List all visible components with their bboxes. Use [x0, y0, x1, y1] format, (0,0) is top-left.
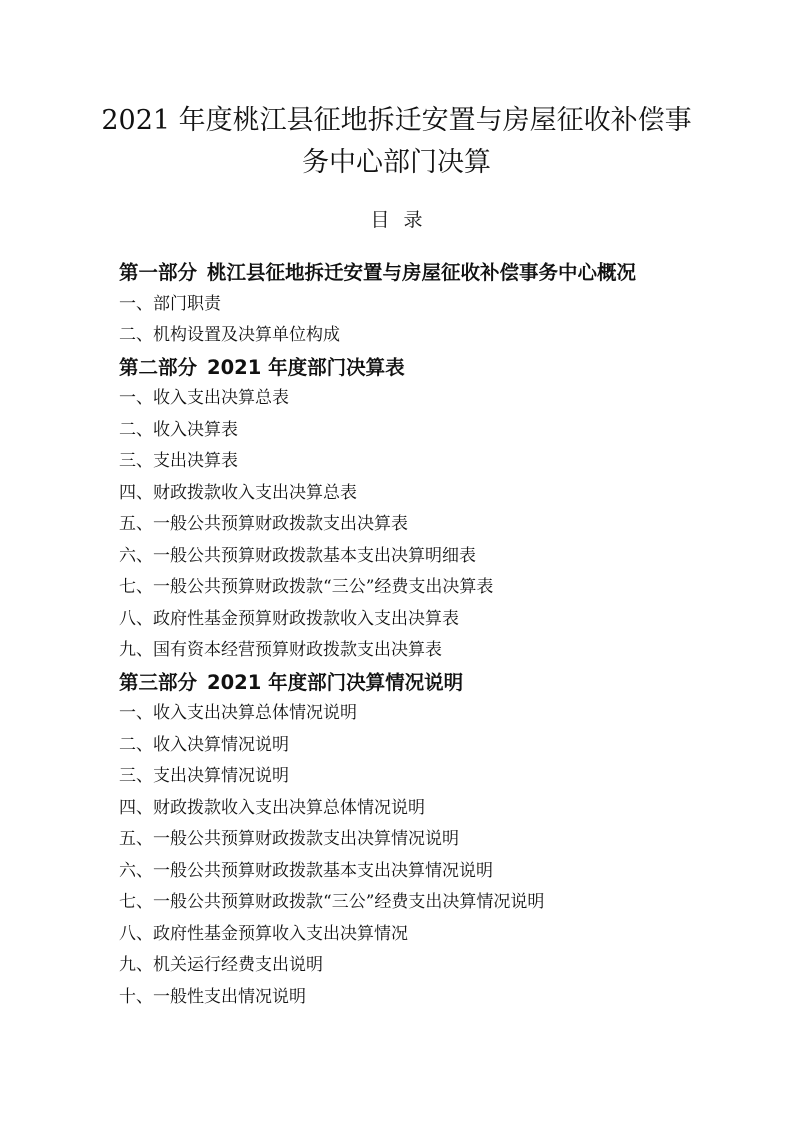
toc-item[interactable]: 五、一般公共预算财政拨款支出决算情况说明 — [119, 829, 459, 849]
toc-item[interactable]: 一、收入支出决算总表 — [119, 388, 289, 408]
toc-item[interactable]: 二、收入决算情况说明 — [119, 734, 289, 755]
toc-part-1-title: 桃江县征地拆迁安置与房屋征收补偿事务中心概况 — [207, 261, 637, 284]
toc-item[interactable]: 九、国有资本经营预算财政拨款支出决算表 — [119, 640, 442, 660]
toc-part-3[interactable] — [119, 667, 759, 699]
document-title-line-2: 务中心部门决算 — [302, 147, 491, 178]
toc-item[interactable]: 五、一般公共预算财政拨款支出决算表 — [119, 514, 408, 534]
toc-item[interactable]: 六、一般公共预算财政拨款基本支出决算明细表 — [119, 545, 476, 566]
toc-heading: 目录 — [370, 209, 437, 231]
toc-part-1[interactable] — [119, 257, 759, 289]
toc-part-2[interactable] — [119, 352, 759, 384]
toc-part-1-label: 第一部分 — [119, 261, 198, 284]
toc-item[interactable]: 二、机构设置及决算单位构成 — [119, 325, 340, 345]
document-title-line-1: 2021 年度桃江县征地拆迁安置与房屋征收补偿事 — [101, 105, 692, 136]
toc-item[interactable]: 三、支出决算表 — [119, 451, 238, 471]
toc-item[interactable]: 八、政府性基金预算收入支出决算情况 — [119, 923, 408, 944]
toc-item[interactable]: 九、机关运行经费支出说明 — [119, 955, 323, 975]
toc-item[interactable]: 七、一般公共预算财政拨款“三公”经费支出决算情况说明 — [119, 892, 545, 912]
toc-item[interactable]: 三、支出决算情况说明 — [119, 766, 289, 786]
toc-item[interactable]: 十、一般性支出情况说明 — [119, 986, 306, 1007]
toc-item[interactable]: 一、部门职责 — [119, 293, 221, 314]
toc-item[interactable]: 七、一般公共预算财政拨款“三公”经费支出决算表 — [119, 577, 494, 597]
toc-part-3-label: 第三部分 — [119, 670, 198, 694]
table-of-contents — [119, 257, 759, 1013]
toc-part-3-title: 2021 年度部门决算情况说明 — [207, 670, 464, 694]
toc-part-2-label: 第二部分 — [119, 355, 198, 379]
toc-item[interactable]: 一、收入支出决算总体情况说明 — [119, 703, 357, 723]
toc-item[interactable]: 六、一般公共预算财政拨款基本支出决算情况说明 — [119, 860, 493, 881]
toc-part-2-title: 2021 年度部门决算表 — [207, 355, 405, 379]
toc-item[interactable]: 二、收入决算表 — [119, 419, 238, 440]
toc-item[interactable]: 八、政府性基金预算财政拨款收入支出决算表 — [119, 608, 459, 629]
toc-item[interactable]: 四、财政拨款收入支出决算总体情况说明 — [119, 797, 425, 818]
toc-item[interactable]: 四、财政拨款收入支出决算总表 — [119, 482, 357, 503]
